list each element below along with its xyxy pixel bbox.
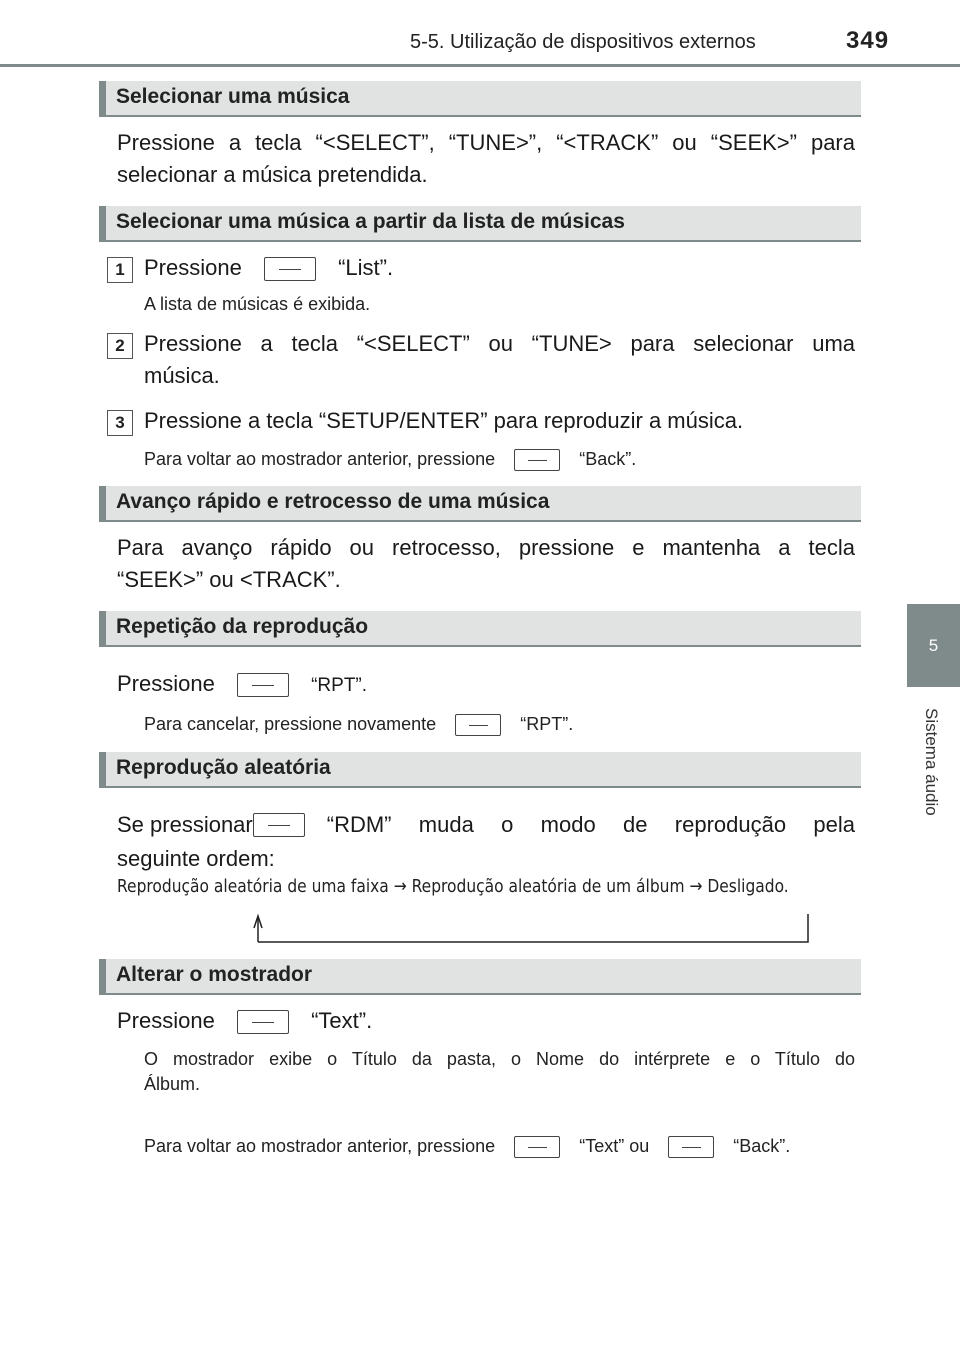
paragraph-text: Pressione [117, 1008, 215, 1033]
loop-arrow-icon [248, 912, 818, 946]
chapter-number: 5 [928, 635, 939, 655]
note-text: Para voltar ao mostrador anterior, pressione [144, 1136, 496, 1156]
section-title: Reprodução aleatória [116, 756, 331, 779]
paragraph [117, 809, 855, 841]
step-text: Pressione [144, 255, 242, 280]
step-2-text-cont: música. [144, 363, 220, 388]
step-1-text [144, 252, 393, 284]
note-text: Para cancelar, pressione novamente [144, 714, 437, 734]
section-title: Selecionar uma música a partir da lista de músicas [116, 210, 625, 233]
step-1-note: A lista de músicas é exibida. [144, 294, 371, 314]
header-section-title: 5-5. Utilização de dispositivos externos [410, 31, 756, 53]
note-text: Para voltar ao mostrador anterior, pressione [144, 449, 496, 469]
note-text: “RPT”. [520, 714, 574, 734]
section-header-change-display [99, 959, 861, 995]
note [144, 1133, 790, 1159]
paragraph [117, 668, 367, 702]
screen-button-icon [264, 257, 316, 281]
step-text: “List”. [338, 255, 394, 280]
paragraph: seguinte ordem: [117, 846, 275, 871]
note-text: “Text” ou [579, 1136, 650, 1156]
paragraph: “SEEK>” ou <TRACK”. [117, 567, 341, 592]
paragraph-text: “RDM” muda o modo de reprodução pela [326, 812, 855, 837]
random-sequence: Reprodução aleatória de uma faixa → Reprodução aleatória de um álbum → Desligado. [117, 876, 789, 897]
screen-button-icon [455, 714, 501, 736]
note: O mostrador exibe o Título da pasta, o Nome do intérprete e o Título do [144, 1049, 855, 1069]
page-number: 349 [846, 27, 890, 54]
screen-button-icon [237, 673, 289, 697]
paragraph: selecionar a música pretendida. [117, 162, 428, 187]
section-header-select-from-list [99, 206, 861, 242]
chapter-tab [907, 604, 960, 687]
header-rule [0, 64, 960, 67]
paragraph-text: “Text”. [311, 1008, 373, 1033]
paragraph: Pressione a tecla “<SELECT”, “TUNE>”, “<TRACK” ou “SEEK>” para [117, 130, 855, 155]
step-number-1: 1 [107, 257, 133, 283]
paragraph [117, 1005, 372, 1037]
note-text: “Back”. [579, 449, 637, 469]
section-header-random [99, 752, 861, 788]
section-title: Repetição da reprodução [116, 615, 369, 638]
section-header-fast-forward [99, 486, 861, 522]
note [144, 711, 573, 737]
paragraph-text: Se pressionar [117, 812, 253, 837]
paragraph: Para avanço rápido ou retrocesso, pressione e mantenha a tecla [117, 535, 855, 560]
section-header-repeat [99, 611, 861, 647]
screen-button-icon [514, 1136, 560, 1158]
section-title: Alterar o mostrador [116, 963, 313, 986]
section-title: Selecionar uma música [116, 85, 350, 108]
section-title: Avanço rápido e retrocesso de uma música [116, 490, 550, 513]
screen-button-icon [668, 1136, 714, 1158]
chapter-label-box [890, 708, 960, 858]
section-header-select-music [99, 81, 861, 117]
step-2-text: Pressione a tecla “<SELECT” ou “TUNE> para selecionar uma [144, 331, 855, 356]
note: Álbum. [144, 1074, 201, 1094]
step-number-3: 3 [107, 410, 133, 436]
paragraph-text: Pressione [117, 671, 215, 696]
note-text: “Back”. [733, 1136, 791, 1156]
step-3-note [144, 446, 636, 472]
screen-button-icon [253, 813, 305, 837]
chapter-label: Sistema áudio [922, 708, 941, 816]
step-number-2: 2 [107, 333, 133, 359]
paragraph-text: “RPT”. [311, 675, 368, 696]
screen-button-icon [237, 1010, 289, 1034]
screen-button-icon [514, 449, 560, 471]
step-3-text: Pressione a tecla “SETUP/ENTER” para reproduzir a música. [144, 408, 744, 433]
